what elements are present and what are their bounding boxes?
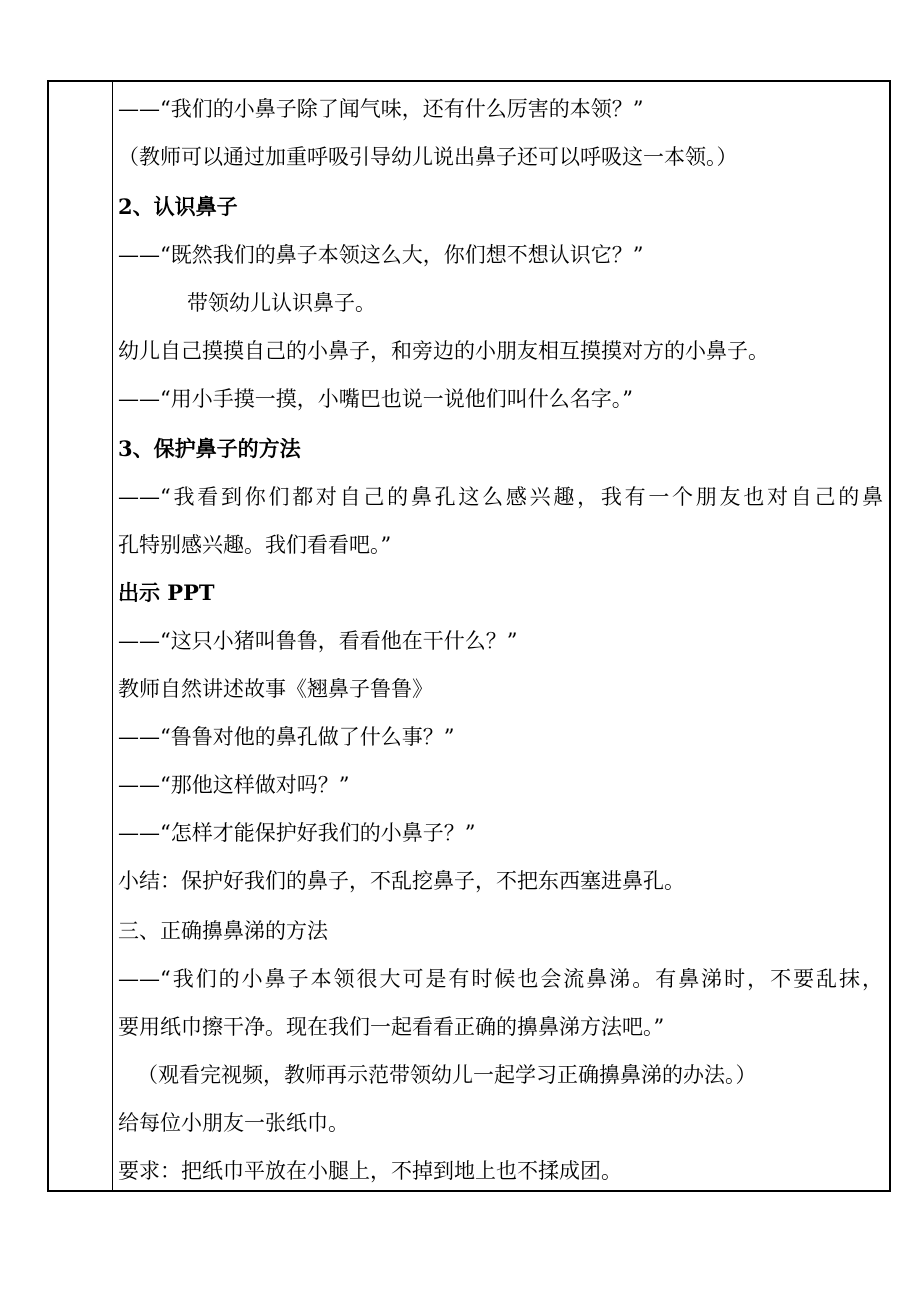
dialogue-line-continued: 孔特别感兴趣。我们看看吧。” <box>118 533 392 557</box>
dialogue-line: ——“这只小猪叫鲁鲁，看看他在干什么？” <box>118 629 518 653</box>
section-heading-3: 3、保护鼻子的方法 <box>118 436 301 461</box>
dialogue-line: ——“鲁鲁对他的鼻孔做了什么事？” <box>118 725 455 749</box>
dialogue-line: ——“既然我们的鼻子本领这么大，你们想不想认识它？” <box>118 243 644 267</box>
teacher-note: （观看完视频，教师再示范带领幼儿一起学习正确擤鼻涕的办法。） <box>137 1063 757 1087</box>
dialogue-line: ——“用小手摸一摸，小嘴巴也说一说他们叫什么名字。” <box>118 387 633 411</box>
dialogue-line-continued: 要用纸巾擦干净。现在我们一起看看正确的擤鼻涕方法吧。” <box>118 1015 665 1039</box>
requirement-line: 要求：把纸巾平放在小腿上，不掉到地上也不揉成团。 <box>118 1159 622 1183</box>
activity-line: 教师自然讲述故事《翘鼻子鲁鲁》 <box>118 677 433 701</box>
summary-line: 小结：保护好我们的鼻子，不乱挖鼻子，不把东西塞进鼻孔。 <box>118 869 685 893</box>
section-heading-three: 三、正确擤鼻涕的方法 <box>118 919 328 943</box>
activity-line: 给每位小朋友一张纸巾。 <box>118 1111 349 1135</box>
ppt-line: 出示 PPT <box>118 580 215 605</box>
dialogue-line: ——“我看到你们都对自己的鼻孔这么感兴趣，我有一个朋友也对自己的鼻 <box>118 485 883 509</box>
dialogue-line: ——“我们的小鼻子除了闻气味，还有什么厉害的本领？” <box>118 97 644 121</box>
dialogue-line: ——“我们的小鼻子本领很大可是有时候也会流鼻涕。有鼻涕时，不要乱抹， <box>118 967 883 991</box>
dialogue-line: ——“怎样才能保护好我们的小鼻子？” <box>118 821 476 845</box>
teacher-note: （教师可以通过加重呼吸引导幼儿说出鼻子还可以呼吸这一本领。） <box>118 145 738 169</box>
table-content-column <box>113 82 889 1190</box>
activity-line: 带领幼儿认识鼻子。 <box>187 291 376 315</box>
activity-line: 幼儿自己摸摸自己的小鼻子，和旁边的小朋友相互摸摸对方的小鼻子。 <box>118 339 769 363</box>
section-heading-2: 2、认识鼻子 <box>118 194 238 219</box>
table-left-column <box>49 82 113 1190</box>
lesson-table <box>47 80 891 1192</box>
dialogue-line: ——“那他这样做对吗？” <box>118 773 350 797</box>
